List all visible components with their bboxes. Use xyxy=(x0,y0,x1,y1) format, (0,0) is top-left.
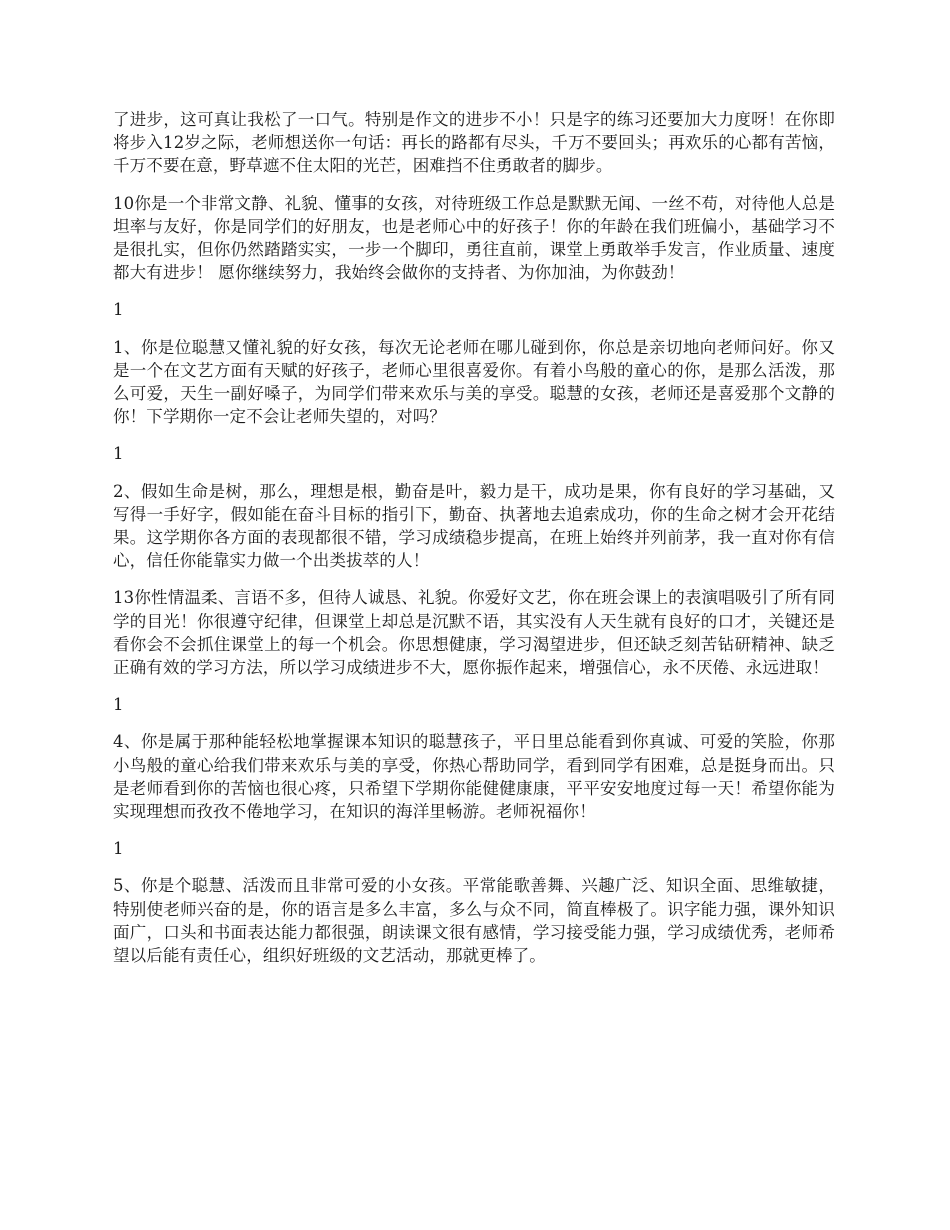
document-body xyxy=(113,108,835,981)
paragraph-number: 1 xyxy=(113,695,124,715)
paragraph-5: 5、你是个聪慧、活泼而且非常可爱的小女孩。平常能歌善舞、兴趣广泛、知识全面、思维敏捷，特别使老师兴奋的是，你的语言是多么丰富，多么与众不同，简直棒极了。识字能力强，课外知识面广，口头和书面表达能力都很强，朗读课文很有感情，学习接受能力强，学习成绩优秀，老师希望以后能有责任心，组织好班级的文艺活动，那就更棒了。 xyxy=(113,876,835,966)
paragraph-4: 4、你是属于那种能轻松地掌握课本知识的聪慧孩子，平日里总能看到你真诚、可爱的笑脸，你那小鸟般的童心给我们带来欢乐与美的享受，你热心帮助同学，看到同学有困难，总是挺身而出。只是老师看到你的苦恼也很心疼，只希望下学期你能健健康康，平平安安地度过每一天！希望你能为实现理想而孜孜不倦地学习，在知识的海洋里畅游。老师祝福你！ xyxy=(113,732,835,822)
paragraph-number: 1 xyxy=(113,300,124,320)
paragraph-13: 13你性情温柔、言语不多，但待人诚恳、礼貌。你爱好文艺，你在班会课上的表演唱吸引了所有同学的目光！你很遵守纪律，但课堂上却总是沉默不语，其实没有人天生就有良好的口才，关键还是看你会不会抓住课堂上的每一个机会。你思想健康，学习渴望进步，但还缺乏刻苦钻研精神、缺乏正确有效的学习方法，所以学习成绩进步不大，愿你振作起来，增强信心，永不厌倦、永远进取！ xyxy=(113,588,835,678)
paragraph-number: 1 xyxy=(113,444,124,464)
paragraph-number: 1 xyxy=(113,839,124,859)
paragraph-intro: 了进步，这可真让我松了一口气。特别是作文的进步不小！只是字的练习还要加大力度呀！在你即将步入12岁之际，老师想送你一句话：再长的路都有尽头，千万不要回头；再欢乐的心都有苦恼，千万不要在意，野草遮不住太阳的光芒，困难挡不住勇敢者的脚步。 xyxy=(113,110,835,176)
paragraph-10: 10你是一个非常文静、礼貌、懂事的女孩，对待班级工作总是默默无闻、一丝不苟，对待他人总是坦率与友好，你是同学们的好朋友，也是老师心中的好孩子！你的年龄在我们班偏小，基础学习不是很扎实，但你仍然踏踏实实，一步一个脚印，勇往直前，课堂上勇敢举手发言，作业质量、速度都大有进步！ 愿你继续努力，我始终会做你的支持者、为你加油，为你鼓劲！ xyxy=(113,193,835,283)
paragraph-1: 1、你是位聪慧又懂礼貌的好女孩，每次无论老师在哪儿碰到你，你总是亲切地向老师问好。你又是一个在文艺方面有天赋的好孩子，老师心里很喜爱你。有着小鸟般的童心的你，是那么活泼，那么可爱，天生一副好嗓子，为同学们带来欢乐与美的享受。聪慧的女孩，老师还是喜爱那个文静的你！下学期你一定不会让老师失望的，对吗？ xyxy=(113,337,835,427)
paragraph-2: 2、假如生命是树，那么，理想是根，勤奋是叶，毅力是干，成功是果，你有良好的学习基础，又写得一手好字，假如能在奋斗目标的指引下，勤奋、执著地去追索成功，你的生命之树才会开花结果。这学期你各方面的表现都很不错，学习成绩稳步提高，在班上始终并列前茅，我一直对你有信心，信任你能靠实力做一个出类拔萃的人！ xyxy=(113,481,835,571)
